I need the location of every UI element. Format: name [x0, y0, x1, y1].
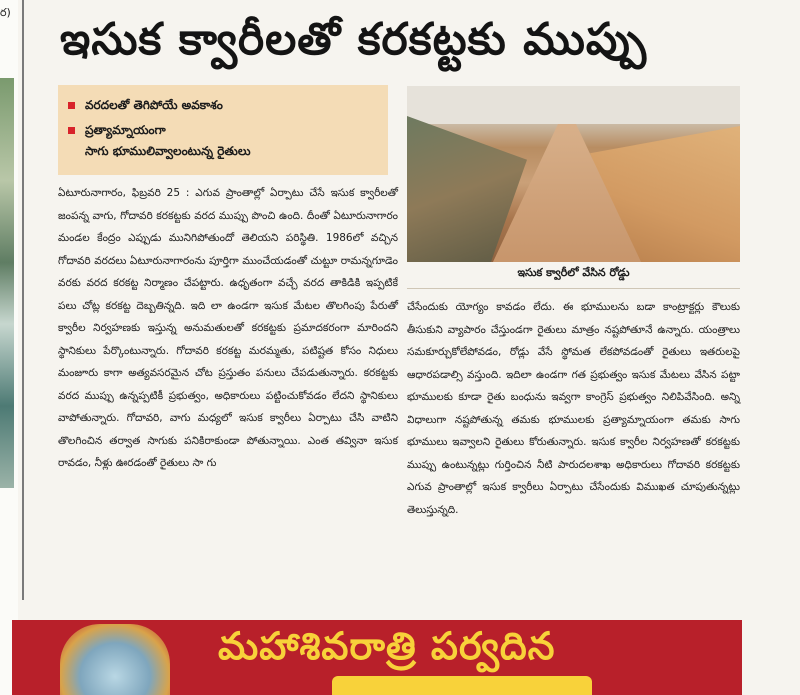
- photo-caption: ఇసుక క్వారీలో వేసిన రోడ్డు: [407, 262, 740, 289]
- bullet-square-icon: [68, 127, 75, 134]
- headline: ఇసుక క్వారీలతో కరకట్టకు ముప్పు: [60, 14, 648, 65]
- article-body-right-column: [407, 296, 740, 521]
- highlight-item: [68, 96, 378, 115]
- deity-image: [60, 624, 170, 695]
- article-body-left-column: [58, 182, 398, 475]
- highlight-item: [68, 121, 378, 140]
- highlight-text: ప్రత్యామ్నాయంగా: [85, 123, 166, 137]
- sand-quarry-road-photo: [407, 86, 740, 262]
- adjacent-article-edge: [0, 0, 18, 695]
- highlight-text: సాగు భూములివ్వాలంటున్న రైతులు: [85, 144, 251, 158]
- festival-advertisement: [12, 620, 742, 695]
- article-paragraph: చేసేందుకు యోగ్యం కావడం లేదు. ఈ భూములను బడా కాంట్రాక్టర్లు కౌలుకు తీసుకుని వ్యాపారం చేస్తుండగా రైతులు మాత్రం నష్టపోతూనే ఉన్నారు. యంత్రాలు సమకూర్చుకోలేపోవడం, రోడ్లు వేసే స్థోమత లేకపోవడంతో రైతులు ఇతరులపై ఆధారపడాల్సి వస్తుంది. ఇదిలా ఉండగా గత ప్రభుత్వం ఇసుక మేటలు వేసిన పట్టా భూములకు కూడా రైతు బంధును ఇవ్వగా కాంగ్రెస్ ప్రభుత్వం నిలిపివేసింది. అన్ని విధాలుగా నష్టపోతున్న తమకు భూములకు ప్రత్యామ్నాయంగా తమకు సాగు భూములు ఇవ్వాలని రైతులు కోరుతున్నారు. ఇసుక క్వారీల నిర్వహణతో కరకట్టకు ముప్పు ఉంటున్నట్లు గుర్తించిన నీటి పారుదలశాఖ అధికారులు గోదావరి కరకట్టకు ఎగువ ప్రాంతాల్లో ఇసుక క్వారీలు ఏర్పాటు చేసేందుకు విముఖత చూపుతున్నట్లు తెలుస్తున్నది.: [407, 301, 740, 516]
- adjacent-text-fragment: ర): [0, 6, 11, 19]
- adjacent-photo-fragment: [0, 78, 14, 488]
- highlight-text: వరదలతో తెగిపోయే అవకాశం: [85, 98, 223, 112]
- column-rule: [22, 0, 24, 600]
- ad-title: మహాశివరాత్రి పర్వదిన: [218, 624, 556, 668]
- highlights-box: [58, 85, 388, 175]
- article-paragraph: ఏటూరునాగారం, ఫిబ్రవరి 25 : ఎగువ ప్రాంతాల్లో ఏర్పాటు చేసే ఇసుక క్వారీలతో జంపన్న వాగు, గోదావరి కరకట్టకు వరద ముప్పు పొంచి ఉంది. దీంతో ఏటూరునాగారం మండల కేంద్రం ఎప్పుడు మునిగిపోతుందో తెలియని పరిస్థితి. 1986లో వచ్చిన గోదావరి వరదలు ఏటూరునాగారంను పూర్తిగా ముంచేయడంతో చుట్టూ రామన్నగూడెం వరకు వరద కరకట్ట నిర్మాణం చేపట్టారు. ఉధృతంగా వచ్చే వరద తాకిడికి ఇప్పటికే పలు చోట్ల కరకట్ట దెబ్బతిన్నది. ఇది లా ఉండగా ఇసుక మేటల తొలగింపు పేరుతో క్వారీల నిర్వహణకు ఇస్తున్న అనుమతులతో కరకట్టకు ప్రమాదకరంగా మారిందని స్థానికులు పేర్కొంటున్నారు. గోదావరి కరకట్ట మరమ్మతు, పటిష్టత కోసం నిధులు మంజూరు కాగా అత్యవసరమైన చోట ప్రస్తుతం పనులు చేపడుతున్నారు. కరకట్టకు వరద ముప్పు ఉన్నప్పటికీ ప్రభుత్వం, అధికారులు పట్టించుకోవడం లేదని స్థానికులు వాపోతున్నారు. గోదావరి, వాగు మధ్యలో ఇసుక క్వారీలు ఏర్పాటు చేసి వాటిని తొలగించిన తర్వాత సాగుకు పనికిరాకుండా పోతున్నాయి. ఎంత తవ్వినా ఇసుక రావడం, నీళ్లు ఊరడంతో రైతులు సా గు: [58, 187, 398, 469]
- ad-subtitle-band: [332, 676, 592, 695]
- bullet-square-icon: [68, 102, 75, 109]
- highlight-item-continued: [68, 142, 378, 161]
